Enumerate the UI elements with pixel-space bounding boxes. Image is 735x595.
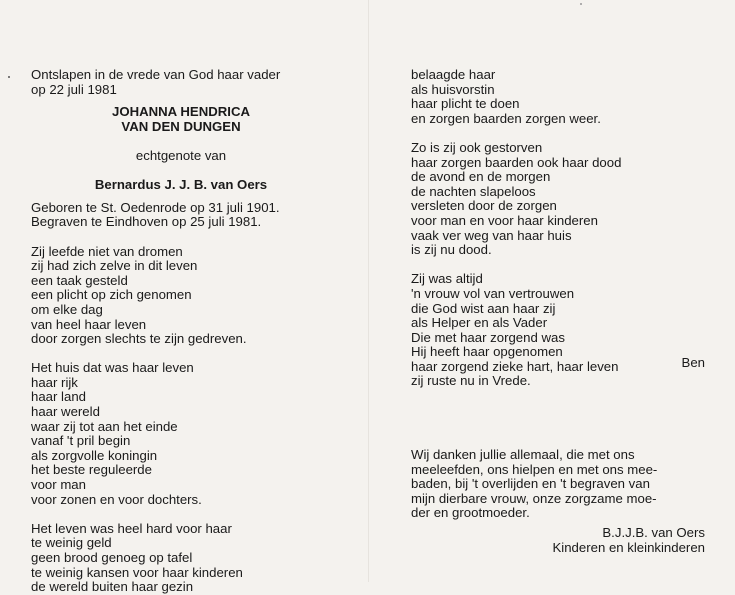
poem-line: haar rijk — [31, 374, 78, 390]
speck-mark — [8, 76, 10, 78]
spouse-name: Bernardus J. J. B. van Oers — [94, 177, 268, 193]
poem-line: Zij leefde niet van dromen — [31, 243, 183, 259]
poem-line: Hij heeft haar opgenomen — [411, 344, 563, 360]
poem-line: van heel haar leven — [31, 316, 147, 332]
poem-line: haar zorgend zieke hart, haar leven — [411, 358, 619, 374]
poem-line: zij ruste nu in Vrede. — [411, 373, 531, 389]
intro-line: Ontslapen in de vrede van God haar vader — [31, 67, 281, 82]
poem-author — [682, 356, 705, 371]
thanks-line: baden, bij 't overlijden en 't begraven van — [411, 476, 650, 492]
burial-date: Begraven te Eindhoven op 25 juli 1981. — [31, 214, 262, 230]
poem-line: Het leven was heel hard voor haar — [31, 520, 232, 536]
thanks-line: Wij danken jullie allemaal, die met ons — [411, 447, 635, 462]
poem-line: een plicht op zich genomen — [31, 287, 192, 303]
poem-line: te weinig kansen voor haar kinderen — [31, 564, 243, 580]
poem-line: als Helper en als Vader — [411, 315, 548, 331]
right-page — [411, 68, 711, 389]
poem-line: haar plicht te doen — [411, 96, 520, 112]
poem-line: en zorgen baarden zorgen weer. — [411, 110, 601, 126]
poem-line: de nachten slapeloos — [411, 183, 536, 199]
poem-line: haar land — [31, 389, 86, 405]
poem-line: haar wereld — [31, 404, 100, 420]
poem-line: Het huis dat was haar leven — [31, 360, 194, 376]
intro-line: op 22 juli 1981 — [31, 81, 117, 97]
poem-line: voor zonen en voor dochters. — [31, 491, 202, 507]
poem-line: het beste reguleerde — [31, 462, 152, 478]
signature-family: Kinderen en kleinkinderen — [552, 539, 705, 555]
poem-line: haar zorgen baarden ook haar dood — [411, 154, 622, 170]
poem-line: door zorgen slechts te zijn gedreven. — [31, 331, 247, 347]
thanks-text — [411, 448, 711, 521]
poem-line: 'n vrouw vol van vertrouwen — [411, 285, 575, 301]
poem-line: als huisvorstin — [411, 81, 495, 97]
thanks-line: mijn dierbare vrouw, onze zorgzame moe- — [411, 490, 657, 506]
poem-line: de wereld buiten haar gezin — [31, 579, 194, 595]
thanks-line: meeleefden, ons hielpen en met ons mee- — [411, 461, 658, 477]
poem-author-name: Ben — [681, 355, 705, 370]
poem-line: voor man — [31, 477, 86, 493]
poem-line: te weinig geld — [31, 535, 112, 551]
poem-line: vanaf 't pril begin — [31, 433, 131, 449]
poem-line: de avond en de morgen — [411, 169, 551, 185]
thanks-line: der en grootmoeder. — [411, 505, 530, 521]
poem-line: is zij nu dood. — [411, 242, 492, 258]
left-page — [31, 68, 331, 595]
deceased-name: JOHANNA HENDRICA — [112, 104, 250, 120]
poem-line: zij had zich zelve in dit leven — [31, 258, 198, 274]
poem-line: Die met haar zorgend was — [411, 329, 565, 345]
poem-line: vaak ver weg van haar huis — [411, 227, 572, 243]
spouse-intro: echtgenote van — [135, 147, 227, 163]
poem-line: versleten door de zorgen — [411, 198, 557, 214]
poem-line: voor man en voor haar kinderen — [411, 212, 598, 228]
poem-line: een taak gesteld — [31, 272, 128, 288]
poem-line: om elke dag — [31, 301, 103, 317]
signature-name: B.J.J.B. van Oers — [602, 525, 705, 540]
poem-line: geen brood genoeg op tafel — [31, 550, 193, 565]
poem-line: belaagde haar — [411, 67, 496, 82]
deceased-name: VAN DEN DUNGEN — [121, 118, 241, 134]
poem-line: Zij was altijd — [411, 271, 483, 287]
speck-mark — [580, 3, 582, 5]
poem-line: die God wist aan haar zij — [411, 300, 556, 316]
fold-line — [368, 0, 369, 582]
birth-date: Geboren te St. Oedenrode op 31 juli 1901. — [31, 199, 280, 215]
poem-line: als zorgvolle koningin — [31, 447, 158, 463]
poem-line: waar zij tot aan het einde — [31, 418, 178, 434]
poem-line: Zo is zij ook gestorven — [411, 139, 543, 155]
signature-block — [553, 526, 706, 555]
